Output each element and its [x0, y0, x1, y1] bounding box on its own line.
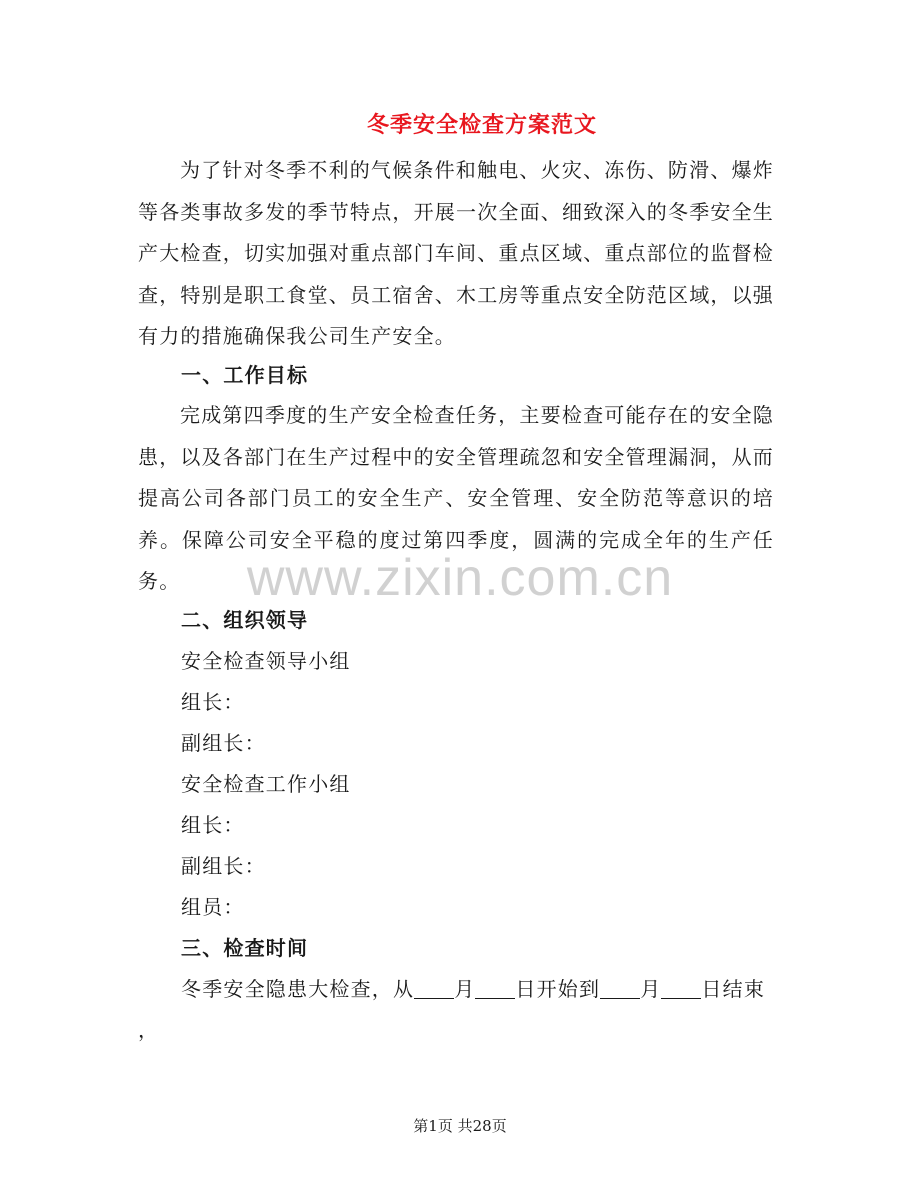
- work-group-members: 组员：: [181, 895, 245, 919]
- end-day-blank: [661, 978, 701, 999]
- section-heading-organization: 二、组织领导: [181, 608, 309, 632]
- schedule-day-2: 日结束: [701, 977, 766, 1001]
- leader-group-title: 安全检查领导小组: [181, 649, 351, 673]
- end-month-blank: [600, 978, 640, 999]
- leader-group-deputy: 副组长：: [181, 731, 266, 755]
- schedule-tail: ，: [138, 1018, 158, 1042]
- watermark: www.zixin.com.cn: [246, 549, 674, 607]
- section-heading-schedule: 三、检查时间: [181, 936, 309, 960]
- goals-paragraph: 完成第四季度的生产安全检查任务，主要检查可能存在的安全隐患，以及各部门在生产过程中的安全管理疏忽和安全管理漏洞，从而提高公司各部门员工的安全生产、安全管理、安全防范等意识的培养。保障公司安全平稳的度过第四季度，圆满的完成全年的生产任务。: [138, 403, 774, 593]
- page-number: 第1页 共28页: [413, 1117, 507, 1135]
- schedule-line: [181, 975, 765, 1003]
- schedule-month-1: 月: [454, 977, 476, 1001]
- section-heading-goals: 一、工作目标: [181, 363, 309, 387]
- schedule-month-2: 月: [640, 977, 662, 1001]
- start-month-blank: [414, 978, 454, 999]
- work-group-title: 安全检查工作小组: [181, 772, 351, 796]
- work-group-deputy: 副组长：: [181, 854, 266, 878]
- start-day-blank: [475, 978, 515, 999]
- work-group-leader: 组长：: [181, 813, 245, 837]
- leader-group-leader: 组长：: [181, 690, 245, 714]
- schedule-prefix: 冬季安全隐患大检查，从: [181, 977, 415, 1001]
- intro-paragraph: 为了针对冬季不利的气候条件和触电、火灾、冻伤、防滑、爆炸等各类事故多发的季节特点，开展一次全面、细致深入的冬季安全生产大检查，切实加强对重点部门车间、重点区域、重点部位的监督检查，特别是职工食堂、员工宿舍、木工房等重点安全防范区域，以强有力的措施确保我公司生产安全。: [138, 158, 774, 348]
- document-title: 冬季安全检查方案范文: [366, 112, 597, 138]
- schedule-day-1: 日开始到: [515, 977, 601, 1001]
